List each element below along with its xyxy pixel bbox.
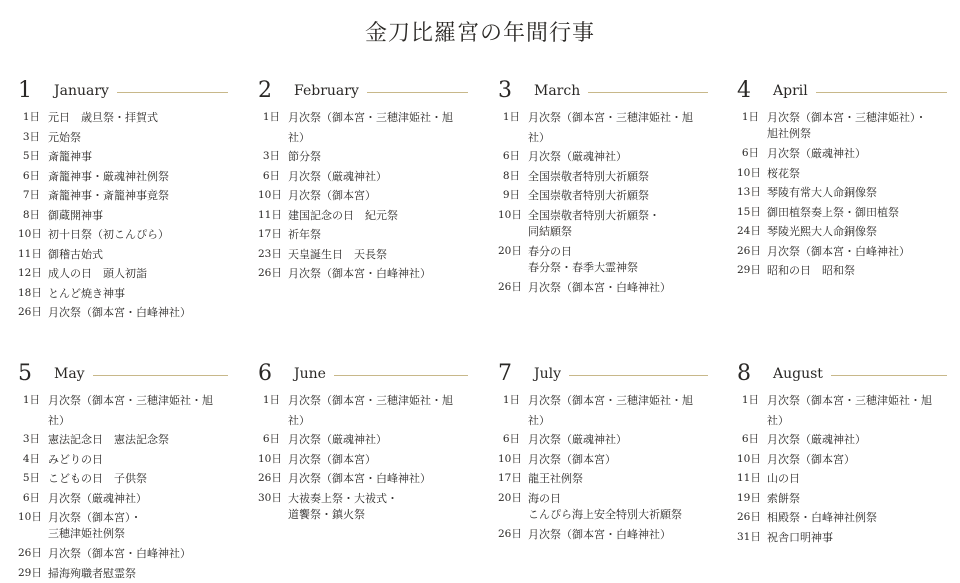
event-day: 3日 <box>18 128 40 148</box>
event-text: 月次祭（御本宮）・ 三穂津姫社例祭 <box>48 508 142 544</box>
event-day: 6日 <box>18 167 40 187</box>
event-day: 1日 <box>258 391 280 411</box>
event-text: 月次祭（御本宮・白峰神社） <box>528 278 671 298</box>
event-text: 月次祭（御本宮） <box>767 450 855 470</box>
event-day: 30日 <box>258 489 280 509</box>
event-row <box>737 528 947 548</box>
event-day: 17日 <box>258 225 280 245</box>
event-row <box>737 203 947 223</box>
month-number: 2 <box>258 80 284 102</box>
event-day: 4日 <box>18 450 40 470</box>
event-day: 18日 <box>18 284 40 304</box>
event-day: 6日 <box>258 167 280 187</box>
month-divider <box>569 375 708 376</box>
month-number: 7 <box>498 363 524 385</box>
event-day: 8日 <box>498 167 520 187</box>
event-row <box>258 147 468 167</box>
event-day: 1日 <box>737 108 759 128</box>
event-row <box>18 544 228 564</box>
event-row <box>737 469 947 489</box>
event-row <box>258 206 468 226</box>
event-text: 月次祭（御本宮・三穂津姫社・旭社） <box>767 391 947 430</box>
event-text: 天皇誕生日 天長祭 <box>288 245 387 265</box>
event-text: 祈年祭 <box>288 225 321 245</box>
event-text: 建国記念の日 紀元祭 <box>288 206 398 226</box>
event-text: 月次祭（御本宮・白峰神社） <box>288 264 431 284</box>
event-row <box>258 264 468 284</box>
event-text: 月次祭（御本宮・白峰神社） <box>48 544 191 564</box>
event-text: 月次祭（御本宮） <box>528 450 616 470</box>
event-day: 11日 <box>18 245 40 265</box>
event-day: 10日 <box>18 508 40 528</box>
month-header <box>258 359 468 389</box>
month-name: February <box>294 84 359 98</box>
month-number: 5 <box>18 363 44 385</box>
event-text: 斎籠神事・斎籠神事竟祭 <box>48 186 169 206</box>
event-day: 20日 <box>498 489 520 509</box>
event-row <box>498 450 708 470</box>
event-day: 10日 <box>498 206 520 226</box>
event-text: 成人の日 頭人初詣 <box>48 264 147 284</box>
event-day: 1日 <box>498 108 520 128</box>
event-row <box>258 450 468 470</box>
event-row <box>737 164 947 184</box>
month-divider <box>367 92 468 93</box>
event-row <box>737 489 947 509</box>
page-title: 金刀比羅宮の年間行事 <box>0 16 960 47</box>
event-row <box>258 225 468 245</box>
event-text: 琴陵有常大人命銅像祭 <box>767 183 877 203</box>
event-day: 10日 <box>737 450 759 470</box>
event-text: 元始祭 <box>48 128 81 148</box>
event-text: 御田植祭奏上祭・御田植祭 <box>767 203 899 223</box>
event-row <box>18 245 228 265</box>
event-text: 昭和の日 昭和祭 <box>767 261 855 281</box>
event-row <box>18 225 228 245</box>
event-day: 26日 <box>498 278 520 298</box>
event-text: 月次祭（御本宮） <box>288 450 376 470</box>
event-row <box>258 245 468 265</box>
event-row <box>498 206 708 242</box>
event-text: 御蔵開神事 <box>48 206 103 226</box>
event-day: 26日 <box>498 525 520 545</box>
month-header <box>258 76 468 106</box>
event-day: 31日 <box>737 528 759 548</box>
event-text: 月次祭（御本宮・白峰神社） <box>48 303 191 323</box>
event-text: 掃海殉職者慰霊祭 <box>48 564 136 583</box>
event-row <box>18 147 228 167</box>
event-day: 17日 <box>498 469 520 489</box>
event-day: 10日 <box>498 450 520 470</box>
month-block-august <box>737 359 947 547</box>
event-row <box>258 391 468 430</box>
month-header <box>737 76 947 106</box>
event-row <box>258 489 468 525</box>
month-divider <box>93 375 228 376</box>
event-text: 月次祭（厳魂神社） <box>528 147 627 167</box>
event-text: 斎籠神事 <box>48 147 92 167</box>
event-row <box>737 391 947 430</box>
event-row <box>498 186 708 206</box>
event-row <box>737 508 947 528</box>
event-text: 月次祭（御本宮・三穂津姫社・旭社） <box>288 391 468 430</box>
event-text: 索餅祭 <box>767 489 800 509</box>
month-name: June <box>294 367 326 381</box>
event-day: 12日 <box>18 264 40 284</box>
event-row <box>18 186 228 206</box>
month-number: 8 <box>737 363 763 385</box>
event-row <box>737 108 947 144</box>
month-divider <box>588 92 708 93</box>
event-day: 11日 <box>737 469 759 489</box>
month-block-july <box>498 359 708 544</box>
month-divider <box>831 375 947 376</box>
event-text: 琴陵光熙大人命銅像祭 <box>767 222 877 242</box>
event-day: 7日 <box>18 186 40 206</box>
month-name: July <box>534 367 561 381</box>
event-row <box>498 108 708 147</box>
event-row <box>737 430 947 450</box>
event-text: 月次祭（厳魂神社） <box>48 489 147 509</box>
event-day: 3日 <box>18 430 40 450</box>
event-text: 全国崇敬者特別大祈願祭・ 同結願祭 <box>528 206 660 242</box>
event-row <box>737 242 947 262</box>
month-name: May <box>54 367 85 381</box>
month-block-may <box>18 359 228 583</box>
event-day: 1日 <box>18 391 40 411</box>
event-day: 26日 <box>18 544 40 564</box>
event-day: 10日 <box>258 450 280 470</box>
event-day: 9日 <box>498 186 520 206</box>
event-text: 初十日祭（初こんぴら） <box>48 225 169 245</box>
event-day: 11日 <box>258 206 280 226</box>
event-day: 24日 <box>737 222 759 242</box>
event-day: 10日 <box>258 186 280 206</box>
event-row <box>498 167 708 187</box>
event-text: 全国崇敬者特別大祈願祭 <box>528 167 649 187</box>
event-day: 26日 <box>18 303 40 323</box>
event-text: みどりの日 <box>48 450 103 470</box>
event-text: 月次祭（御本宮・三穂津姫社）・ 旭社例祭 <box>767 108 927 144</box>
month-header <box>737 359 947 389</box>
event-text: 元日 歳旦祭・拝賀式 <box>48 108 158 128</box>
month-number: 1 <box>18 80 44 102</box>
month-number: 6 <box>258 363 284 385</box>
event-day: 3日 <box>258 147 280 167</box>
event-text: 御稽古始式 <box>48 245 103 265</box>
event-row <box>18 469 228 489</box>
event-row <box>498 430 708 450</box>
event-day: 6日 <box>258 430 280 450</box>
event-row <box>498 242 708 278</box>
event-text: 全国崇敬者特別大祈願祭 <box>528 186 649 206</box>
event-text: 祝舎口明神事 <box>767 528 833 548</box>
event-text: 月次祭（厳魂神社） <box>767 430 866 450</box>
event-row <box>258 167 468 187</box>
event-day: 26日 <box>258 264 280 284</box>
event-text: 月次祭（御本宮・三穂津姫社・旭社） <box>288 108 468 147</box>
event-row <box>18 264 228 284</box>
event-row <box>258 186 468 206</box>
month-header <box>18 359 228 389</box>
event-row <box>18 489 228 509</box>
month-block-march <box>498 76 708 297</box>
month-divider <box>334 375 468 376</box>
event-row <box>18 508 228 544</box>
event-row <box>258 108 468 147</box>
event-row <box>18 303 228 323</box>
event-day: 5日 <box>18 147 40 167</box>
event-day: 15日 <box>737 203 759 223</box>
event-row <box>18 128 228 148</box>
event-row <box>498 147 708 167</box>
month-block-april <box>737 76 947 281</box>
event-row <box>18 206 228 226</box>
event-text: 憲法記念日 憲法記念祭 <box>48 430 169 450</box>
month-divider <box>816 92 947 93</box>
event-text: 月次祭（御本宮・白峰神社） <box>767 242 910 262</box>
event-row <box>498 489 708 525</box>
event-row <box>18 108 228 128</box>
month-number: 4 <box>737 80 763 102</box>
event-day: 26日 <box>737 508 759 528</box>
event-row <box>737 450 947 470</box>
event-text: 月次祭（御本宮） <box>288 186 376 206</box>
month-divider <box>117 92 228 93</box>
month-block-january <box>18 76 228 323</box>
event-day: 1日 <box>258 108 280 128</box>
month-header <box>18 76 228 106</box>
event-row <box>737 222 947 242</box>
event-row <box>18 430 228 450</box>
event-row <box>737 144 947 164</box>
event-row <box>18 450 228 470</box>
event-row <box>737 183 947 203</box>
event-text: 月次祭（御本宮・白峰神社） <box>288 469 431 489</box>
event-text: 海の日 こんぴら海上安全特別大祈願祭 <box>528 489 682 525</box>
event-text: 山の日 <box>767 469 800 489</box>
event-row <box>18 391 228 430</box>
month-header <box>498 359 708 389</box>
event-row <box>258 430 468 450</box>
event-row <box>18 564 228 583</box>
event-text: 月次祭（御本宮・三穂津姫社・旭社） <box>48 391 228 430</box>
event-day: 5日 <box>18 469 40 489</box>
event-day: 26日 <box>737 242 759 262</box>
month-name: January <box>54 84 109 98</box>
month-name: March <box>534 84 580 98</box>
event-text: 大祓奏上祭・大祓式・ 道饗祭・鎮火祭 <box>288 489 398 525</box>
month-block-february <box>258 76 468 284</box>
event-row <box>498 278 708 298</box>
event-day: 6日 <box>737 144 759 164</box>
event-text: 月次祭（御本宮・三穂津姫社・旭社） <box>528 108 708 147</box>
event-text: 月次祭（御本宮・三穂津姫社・旭社） <box>528 391 708 430</box>
event-row <box>737 261 947 281</box>
event-text: 龍王社例祭 <box>528 469 583 489</box>
month-name: April <box>773 84 808 98</box>
event-row <box>498 525 708 545</box>
event-day: 6日 <box>18 489 40 509</box>
event-day: 20日 <box>498 242 520 262</box>
event-day: 6日 <box>737 430 759 450</box>
month-block-june <box>258 359 468 525</box>
event-text: 月次祭（厳魂神社） <box>288 167 387 187</box>
event-text: 斎籠神事・厳魂神社例祭 <box>48 167 169 187</box>
event-day: 23日 <box>258 245 280 265</box>
event-day: 13日 <box>737 183 759 203</box>
event-text: 月次祭（御本宮・白峰神社） <box>528 525 671 545</box>
event-text: 桜花祭 <box>767 164 800 184</box>
event-day: 6日 <box>498 430 520 450</box>
event-text: 月次祭（厳魂神社） <box>288 430 387 450</box>
event-day: 19日 <box>737 489 759 509</box>
event-day: 29日 <box>18 564 40 583</box>
event-day: 10日 <box>18 225 40 245</box>
event-day: 29日 <box>737 261 759 281</box>
event-text: こどもの日 子供祭 <box>48 469 147 489</box>
month-number: 3 <box>498 80 524 102</box>
month-header <box>498 76 708 106</box>
event-day: 1日 <box>498 391 520 411</box>
event-row <box>258 469 468 489</box>
event-text: 月次祭（厳魂神社） <box>528 430 627 450</box>
event-text: 節分祭 <box>288 147 321 167</box>
event-day: 1日 <box>737 391 759 411</box>
event-text: 月次祭（厳魂神社） <box>767 144 866 164</box>
month-name: August <box>773 367 823 381</box>
event-day: 1日 <box>18 108 40 128</box>
event-row <box>18 167 228 187</box>
event-day: 8日 <box>18 206 40 226</box>
event-day: 6日 <box>498 147 520 167</box>
event-row <box>18 284 228 304</box>
event-day: 10日 <box>737 164 759 184</box>
event-row <box>498 391 708 430</box>
event-text: 相殿祭・白峰神社例祭 <box>767 508 877 528</box>
event-text: 春分の日 春分祭・春季大霊神祭 <box>528 242 638 278</box>
event-row <box>498 469 708 489</box>
event-text: とんど焼き神事 <box>48 284 125 304</box>
event-day: 26日 <box>258 469 280 489</box>
